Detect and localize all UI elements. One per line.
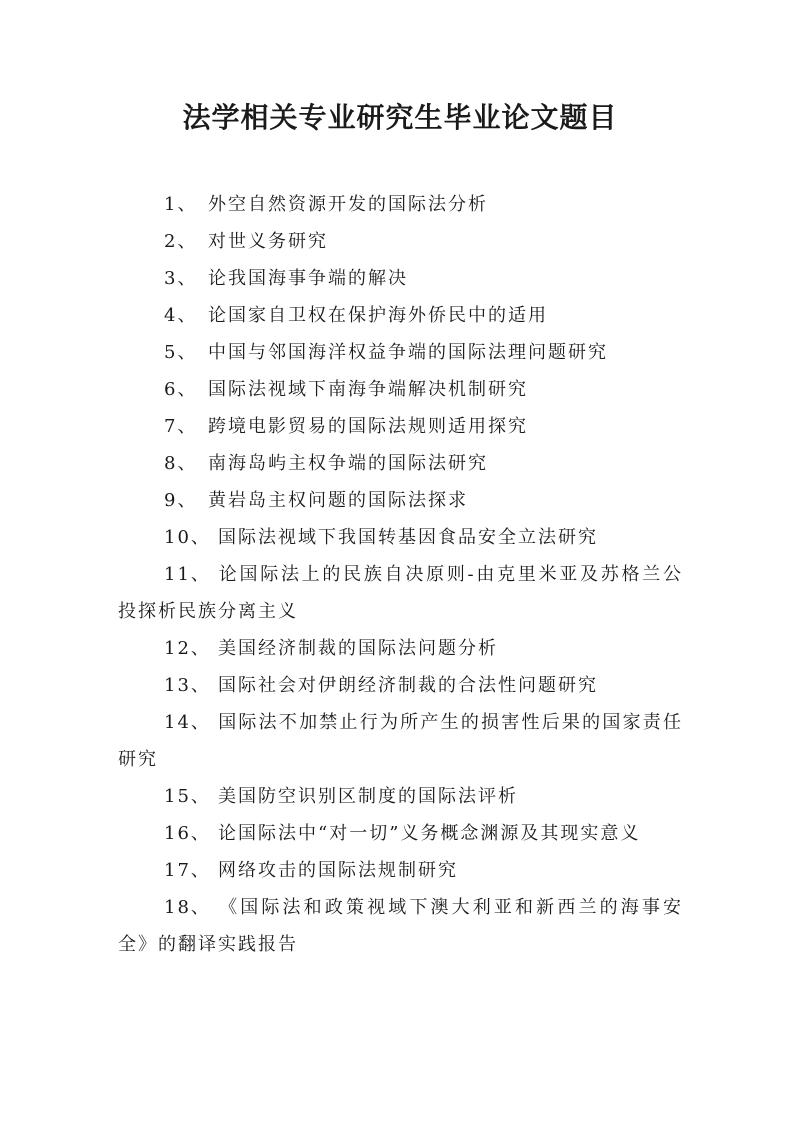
- item-number: 4、: [164, 305, 198, 326]
- item-number: 17、: [164, 860, 211, 881]
- list-item: [118, 778, 683, 815]
- list-item: [118, 371, 683, 408]
- item-number: 14、: [164, 712, 211, 733]
- item-text: 论我国海事争端的解决: [208, 268, 408, 289]
- item-number: 1、: [164, 194, 198, 215]
- thesis-topic-list: [118, 186, 683, 963]
- list-item: [118, 260, 683, 297]
- item-number: 3、: [164, 268, 198, 289]
- list-item: [118, 630, 683, 667]
- item-number: 8、: [164, 453, 198, 474]
- item-number: 2、: [164, 231, 198, 252]
- item-number: 12、: [164, 638, 211, 659]
- page-title: 法学相关专业研究生毕业论文题目: [182, 101, 618, 134]
- item-text: 黄岩岛主权问题的国际法探求: [208, 490, 468, 511]
- item-text: 美国防空识别区制度的国际法评析: [218, 786, 518, 807]
- item-text: 国际社会对伊朗经济制裁的合法性问题研究: [218, 675, 598, 696]
- item-number: 7、: [164, 416, 198, 437]
- list-item: [118, 519, 683, 556]
- item-text: 美国经济制裁的国际法问题分析: [218, 638, 498, 659]
- item-text: 跨境电影贸易的国际法规则适用探究: [208, 416, 528, 437]
- item-text: 网络攻击的国际法规制研究: [218, 860, 458, 881]
- item-text: 对世义务研究: [208, 231, 328, 252]
- item-text: 国际法不加禁止行为所产生的损害性后果的国家责任研究: [118, 712, 683, 770]
- item-number: 10、: [164, 527, 211, 548]
- list-item: [118, 334, 683, 371]
- item-text: 论国际法上的民族自决原则-由克里米亚及苏格兰公投探析民族分离主义: [118, 564, 683, 622]
- item-number: 13、: [164, 675, 211, 696]
- item-text: 外空自然资源开发的国际法分析: [208, 194, 488, 215]
- list-item: [118, 482, 683, 519]
- list-item: [118, 667, 683, 704]
- list-item: [118, 445, 683, 482]
- list-item: [118, 704, 683, 778]
- item-text: 论国际法中“对一切”义务概念渊源及其现实意义: [218, 823, 641, 844]
- item-number: 5、: [164, 342, 198, 363]
- item-text: 国际法视域下我国转基因食品安全立法研究: [218, 527, 598, 548]
- item-number: 9、: [164, 490, 198, 511]
- item-text: 国际法视域下南海争端解决机制研究: [208, 379, 528, 400]
- list-item: [118, 408, 683, 445]
- list-item: [118, 186, 683, 223]
- item-text: 南海岛屿主权争端的国际法研究: [208, 453, 488, 474]
- item-number: 6、: [164, 379, 198, 400]
- list-item: [118, 815, 683, 852]
- list-item: [118, 223, 683, 260]
- item-text: 中国与邻国海洋权益争端的国际法理问题研究: [208, 342, 608, 363]
- item-number: 18、: [164, 897, 211, 918]
- list-item: [118, 297, 683, 334]
- item-text: 论国家自卫权在保护海外侨民中的适用: [208, 305, 548, 326]
- item-number: 15、: [164, 786, 211, 807]
- list-item: [118, 556, 683, 630]
- item-number: 16、: [164, 823, 211, 844]
- list-item: [118, 889, 683, 963]
- item-number: 11、: [164, 564, 211, 585]
- list-item: [118, 852, 683, 889]
- item-text: 《国际法和政策视域下澳大利亚和新西兰的海事安全》的翻译实践报告: [118, 897, 683, 955]
